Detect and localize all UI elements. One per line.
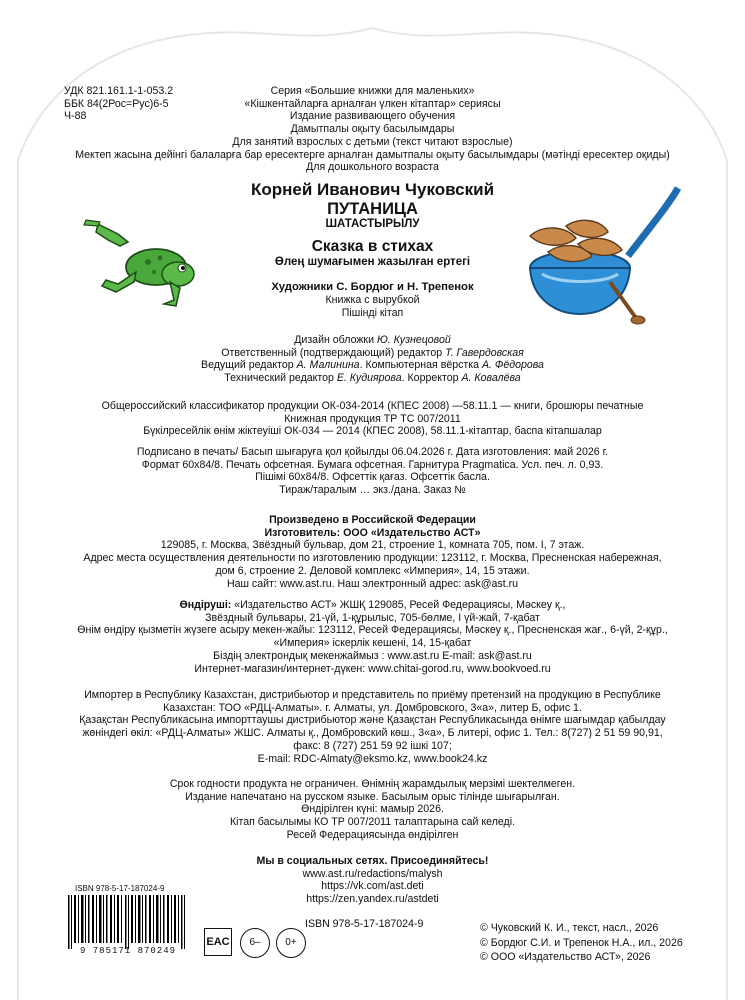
author-name: Корней Иванович Чуковский xyxy=(250,180,495,199)
copyright-line: © ООО «Издательство АСТ», 2026 xyxy=(480,951,651,963)
isbn: ISBN 978-5-17-187024-9 xyxy=(305,918,424,930)
producer-kz-line: Өндіруші: «Издательство АСТ» ЖШҚ 129085, Ресей Федерациясы, Мәскеу қ., xyxy=(179,599,566,611)
classifier-line: Книжная продукция ТР ТС 007/2011 xyxy=(284,412,461,425)
print-info-block xyxy=(0,446,745,497)
producer-block xyxy=(0,514,745,590)
book-title: ПУТАНИЦА xyxy=(327,200,418,218)
eac-mark: EAC xyxy=(204,928,232,956)
series-line: Для занятий взрослых с детьми (текст читают взрослые) xyxy=(232,135,513,148)
social-link[interactable]: https://vk.com/ast.deti xyxy=(321,880,424,893)
book-title-kz: ШАТАСТЫРЫЛУ xyxy=(325,218,420,230)
validity-block xyxy=(0,778,745,842)
age-mark-0: 0+ xyxy=(276,928,306,958)
format-kz: Пішінді кітап xyxy=(341,306,404,319)
producer-name: Изготовитель: ООО «Издательство АСТ» xyxy=(264,526,481,539)
format-ru: Книжка с вырубкой xyxy=(325,294,420,306)
validity-line: Кітап басылымы КО ТР 007/2011 талаптарына сай келеді. xyxy=(229,816,516,829)
subtitle-kz: Өлең шумағымен жазылған ертегі xyxy=(274,256,471,268)
series-line: Для дошкольного возраста xyxy=(306,161,439,174)
importer-line: E-mail: RDC-Almaty@eksmo.kz, www.book24.kz xyxy=(257,752,488,765)
social-link[interactable]: https://zen.yandex.ru/astdeti xyxy=(306,893,439,906)
validity-line: Срок годности продукта не ограничен. Өнімнің жарамдылық мерзімі шектелмеген. xyxy=(169,778,576,790)
producer-line: Наш сайт: www.ast.ru. Наш электронный адрес: ask@ast.ru xyxy=(226,577,519,590)
copyright-block xyxy=(480,921,683,965)
print-info-line: Пішімі 60x84/8. Офсеттік қағаз. Офсеттік басла. xyxy=(255,471,490,484)
producer-kz-line: Звёздный бульвары, 21-үй, 1-құрылыс, 705-бөлме, I үй-жай, 7-қабат xyxy=(205,611,540,624)
importer-block xyxy=(0,689,745,765)
copyright-line: © Бордюг С.И. и Трепенок Н.А., ил., 2026 xyxy=(480,936,683,949)
producer-kz-line: «Империя» іскерлік кешені, 14, 15-қабат xyxy=(273,637,472,650)
validity-line: Издание напечатано на русском языке. Басылым орыс тілінде шығарылған. xyxy=(185,790,560,803)
importer-line: Казахстан: ТОО «РДЦ-Алматы». г. Алматы, ул. Домбровского, 3«а», литер Б, офис 1. xyxy=(163,701,582,714)
producer-kz-line: Өнім өндіру қызметін жүзеге асыру мекен-жайы: 123112, Ресей Федерациясы, Мәскеу қ., Пресненская жағ., 6-үй, 2-құр., xyxy=(77,624,668,637)
frog-illustration xyxy=(78,212,218,307)
social-heading: Мы в социальных сетях. Присоединяйтесь! xyxy=(256,855,489,867)
validity-line: Ресей Федерациясында өндірілген xyxy=(286,828,459,841)
series-line: «Кішкентайларға арналған үлкен кітаптар» сериясы xyxy=(244,97,501,110)
credit-line: Технический редактор Е. Кудиярова. Корректор А. Ковалёва xyxy=(224,372,521,385)
credits-block xyxy=(0,334,745,385)
classifier-line: Общероссийский классификатор продукции ОК-034-2014 (КПЕС 2008) —58.11.1 — книги, брошюры печатные xyxy=(101,400,644,412)
credit-line: Дизайн обложки Ю. Кузнецовой xyxy=(294,334,451,346)
importer-line: факс: 8 (727) 251 59 92 ішкі 107; xyxy=(293,739,452,752)
classifier-line: Бүкілресейлік өнім жіктеуіші ОК-034 — 2014 (КПЕС 2008), 58.11.1-кітаптар, баспа кітапшалар xyxy=(143,425,602,438)
pot-fish-illustration xyxy=(518,186,688,326)
series-line: Издание развивающего обучения xyxy=(289,110,456,123)
producer-line: 129085, г. Москва, Звёздный бульвар, дом 21, строение 1, комната 705, пом. I, 7 этаж. xyxy=(160,539,585,552)
producer-kz-block xyxy=(0,599,745,675)
importer-line: Қазақстан Республикасына импорттаушы дистрибьютор және Қазақстан Республикасында өнімге шағымдар қабылдау xyxy=(79,714,666,727)
bbk-line: ББК 84(2Рос=Рус)6-5 xyxy=(64,97,169,110)
producer-line: Адрес места осуществления деятельности по изготовлению продукции: 123112, г. Москва, Пресненская набережная, xyxy=(83,552,662,565)
series-line: Дамытпалы оқыту басылымдары xyxy=(290,123,455,136)
series-line: Серия «Большие книжки для маленьких» xyxy=(270,85,475,97)
subtitle: Сказка в стихах xyxy=(311,238,434,255)
series-block xyxy=(0,85,745,174)
print-info-line: Тираж/таралым … экз./дана. Заказ № xyxy=(279,484,466,497)
copyright-line: © Чуковский К. И., текст, насл., 2026 xyxy=(480,922,659,934)
classifier-block xyxy=(0,400,745,438)
barcode-digits: 9 785171 870249 xyxy=(79,946,176,956)
producer-heading: Произведено в Российской Федерации xyxy=(269,514,476,526)
importer-line: жөніндегі өкіл: «РДЦ-Алматы» ЖШС. Алматы қ., Домбровский көш., 3«а», Б литері, офис 1. Тел.: 8(727) 2 51 59 90,91, xyxy=(82,727,663,740)
importer-line: Импортер в Республику Казахстан, дистрибьютор и представитель по приёму претензий на продукцию в Республике xyxy=(84,689,661,701)
producer-kz-line: Біздің электрондық мекенжаймыз : www.ast.ru E-mail: ask@ast.ru xyxy=(213,649,532,662)
social-link[interactable]: www.ast.ru/redactions/malysh xyxy=(302,867,443,880)
udk-line: УДК 821.161.1-1-053.2 xyxy=(64,85,174,97)
series-line: Мектеп жасына дейінгі балаларға бар ересектерге арналған дамытпалы оқыту басылымдары (мәтінді ересектер оқиды) xyxy=(75,148,670,161)
author-mark: Ч-88 xyxy=(64,110,87,123)
producer-kz-line: Интернет-магазин/интернет-дүкен: www.chitai-gorod.ru, www.bookvoed.ru xyxy=(194,662,551,675)
producer-line: дом 6, строение 2. Деловой комплекс «Империя», 14, 15 этажи. xyxy=(215,564,530,577)
credit-line: Ответственный (подтверждающий) редактор Т. Гавердовская xyxy=(221,346,524,359)
validity-line: Өндірілген күні: мамыр 2026. xyxy=(301,803,444,816)
isbn-small: ISBN 978-5-17-187024-9 xyxy=(75,884,165,893)
age-mark-6: 6– xyxy=(240,928,270,958)
print-info-line: Формат 60x84/8. Печать офсетная. Бумага офсетная. Гарнитура Pragmatica. Усл. печ. л. 0,93. xyxy=(141,458,604,471)
artists: Художники С. Бордюг и Н. Трепенок xyxy=(271,281,474,293)
credit-line: Ведущий редактор А. Малинина. Компьютерная вёрстка А. Фёдорова xyxy=(201,359,544,372)
print-info-line: Подписано в печать/ Басып шығаруға қол қойылды 06.04.2026 г. Дата изготовления: май 2026 г. xyxy=(136,446,609,458)
